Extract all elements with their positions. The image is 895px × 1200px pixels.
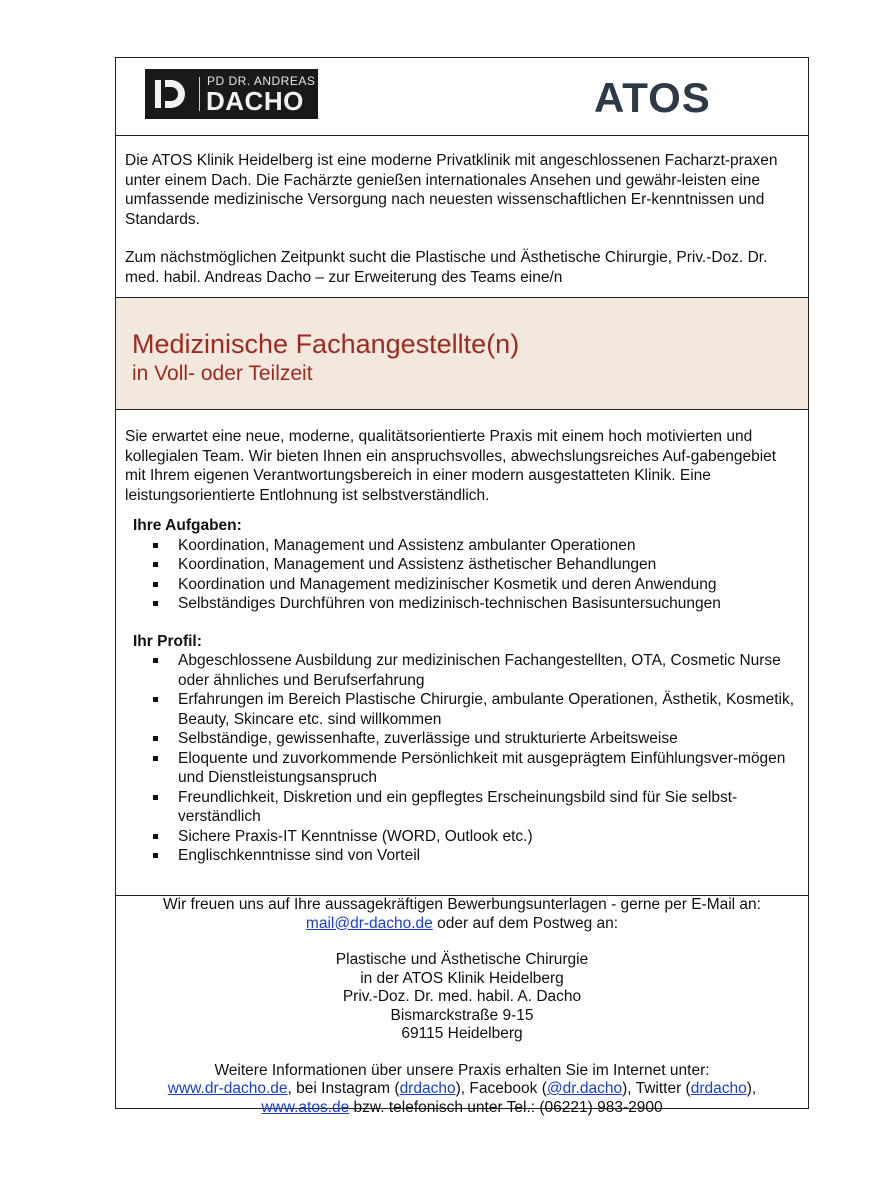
list-item: Koordination, Management und Assistenz ästhetischer Behandlungen: [125, 555, 796, 575]
list-item: Erfahrungen im Bereich Plastische Chirurgie, ambulante Operationen, Ästhetik, Kosmetik, Beauty, Skincare etc. sind willkommen: [125, 690, 796, 729]
atos-logo: ATOS: [594, 74, 711, 121]
facebook-link[interactable]: @dr.dacho: [546, 1080, 623, 1097]
profile-list: [125, 651, 796, 866]
tasks-heading: Ihre Aufgaben:: [133, 517, 242, 534]
intro-paragraph-1: Die ATOS Klinik Heidelberg ist eine moderne Privatklinik mit angeschlossenen Facharzt-praxen unter einem Dach. Die Fachärzte genießen internationales Ansehen und gewähr-leisten eine umfassende medizinische Versorgung nach neuesten wissenschaftlichen Er-kenntnissen und Standards.: [125, 152, 778, 228]
postal-note: oder auf dem Postweg an:: [432, 914, 619, 932]
atos-website-link[interactable]: www.atos.de: [261, 1098, 350, 1116]
address-line: Plastische und Ästhetische Chirurgie: [335, 951, 589, 968]
twitter-link[interactable]: drdacho: [690, 1080, 747, 1097]
instagram-link[interactable]: drdacho: [399, 1080, 456, 1097]
list-item: Koordination, Management und Assistenz ambulanter Operationen: [125, 536, 796, 556]
website-link[interactable]: www.dr-dacho.de: [167, 1080, 288, 1097]
address-line: 69115 Heidelberg: [401, 1025, 523, 1042]
list-item: Abgeschlossene Ausbildung zur medizinischen Fachangestellten, OTA, Cosmetic Nurse oder ähnliches und Berufserfahrung: [125, 651, 796, 690]
address-line: Priv.-Doz. Dr. med. habil. A. Dacho: [342, 988, 582, 1005]
list-item: Eloquente und zuvorkommende Persönlichkeit mit ausgeprägtem Einfühlungsver-mögen und Dienstleistungsanspruch: [125, 749, 796, 788]
address-line: in der ATOS Klinik Heidelberg: [360, 969, 564, 987]
twitter-close: ),: [746, 1080, 757, 1097]
logo-separator: [199, 77, 200, 111]
description-intro: Sie erwartet eine neue, moderne, qualitätsorientierte Praxis mit einem hoch motivierten und kollegialen Team. Wir bieten Ihnen ein anspruchsvolles, abwechslungsreiches Auf-gabengebiet mit Ihrem eigenen Verantwortungsbereich in einer modern ausgestatteten Klinik. Eine leistungsorientierte Entlohnung ist selbstverständlich.: [125, 428, 777, 504]
job-subtitle: in Voll- oder Teilzeit: [132, 362, 313, 385]
logo-line2: DACHO: [206, 86, 304, 116]
list-item: Englischkenntnisse sind von Vorteil: [125, 846, 796, 866]
phone-text: bzw. telefonisch unter Tel.: (06221) 983-2900: [349, 1098, 663, 1116]
profile-heading: Ihr Profil:: [133, 632, 202, 650]
dacho-logo-mark-icon: [151, 76, 187, 112]
logo-line1: PD DR. ANDREAS: [207, 74, 316, 88]
intro-section: [116, 136, 808, 298]
contact-section: [116, 896, 808, 1116]
job-title-box: [116, 298, 808, 410]
tasks-list: [125, 536, 796, 614]
twitter-label: ), Twitter (: [622, 1080, 691, 1097]
job-title: Medizinische Fachangestellte(n): [132, 329, 520, 359]
list-item: Sichere Praxis-IT Kenntnisse (WORD, Outlook etc.): [125, 827, 796, 847]
instagram-label: , bei Instagram (: [287, 1080, 400, 1097]
header: [116, 58, 808, 136]
social-links-line: [116, 1080, 808, 1099]
application-invite: Wir freuen uns auf Ihre aussagekräftigen Bewerbungsunterlagen - gerne per E-Mail an:: [163, 896, 761, 913]
more-info-text: Weitere Informationen über unsere Praxis erhalten Sie im Internet unter:: [214, 1061, 710, 1079]
intro-paragraph-2: Zum nächstmöglichen Zeitpunkt sucht die Plastische und Ästhetische Chirurgie, Priv.-Doz. Dr. med. habil. Andreas Dacho – zur Erweiterung des Teams eine/n: [125, 249, 768, 286]
email-line: [116, 915, 808, 934]
list-item: Selbständiges Durchführen von medizinisch-technischen Basisuntersuchungen: [125, 594, 796, 614]
dacho-logo: [145, 69, 318, 119]
description-section: [116, 410, 808, 896]
list-item: Selbständige, gewissenhafte, zuverlässige und strukturierte Arbeitsweise: [125, 729, 796, 749]
job-ad-frame: [115, 57, 809, 1116]
facebook-label: ), Facebook (: [455, 1080, 547, 1097]
list-item: Freundlichkeit, Diskretion und ein gepflegtes Erscheinungsbild sind für Sie selbst-verständlich: [125, 788, 796, 827]
list-item: Koordination und Management medizinischer Kosmetik und deren Anwendung: [125, 575, 796, 595]
phone-line: [116, 1099, 808, 1118]
email-link[interactable]: mail@dr-dacho.de: [305, 914, 433, 932]
address-line: Bismarckstraße 9-15: [390, 1006, 534, 1024]
